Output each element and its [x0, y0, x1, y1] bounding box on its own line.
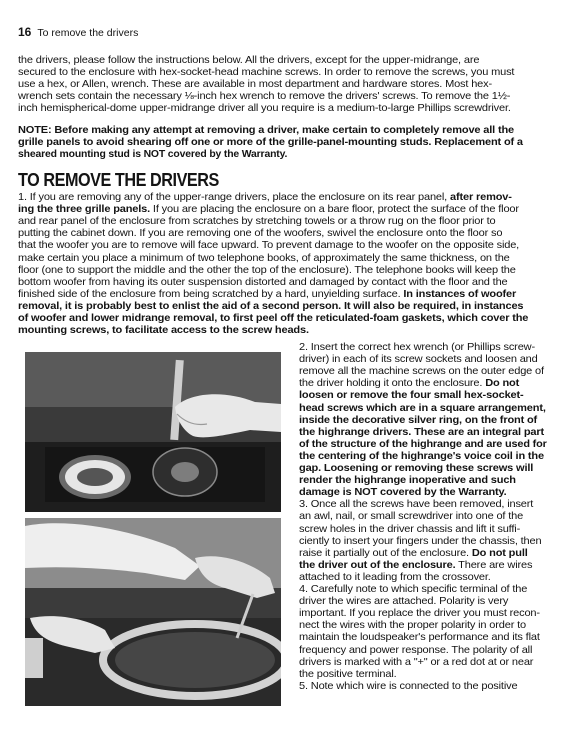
text: ciently to insert your fingers under the chassis, then	[299, 535, 542, 547]
text: floor (one to support the middle and the other the top of the enclosure). The telephone books will keep the	[18, 264, 516, 276]
text-line	[299, 390, 524, 401]
text: driver) in each of its screw sockets and loosen and	[299, 354, 538, 366]
text: 3. Once all the screws have been removed, insert	[299, 499, 534, 511]
text-line	[299, 499, 533, 510]
bold-text: Do not	[485, 378, 520, 390]
bold-text: damage is NOT covered by the Warranty.	[299, 487, 507, 499]
photo-hex-wrench-on-driver	[25, 352, 281, 512]
text-line	[18, 204, 519, 215]
text: bottom woofer from having its outer suspension distorted and damaged by contact with the floor and the	[18, 276, 508, 288]
text-line	[299, 511, 523, 522]
text-line: inch hemispherical-dome upper-midrange driver all you require is a medium-to-large Phillips screwdriver.	[18, 103, 511, 114]
text-line	[299, 524, 520, 535]
text: maintain the loudspeaker's performance and its flat	[299, 632, 540, 644]
bold-text: gap. Loosening or removing these screws will	[299, 463, 534, 474]
text: and rear panel of the enclosure from scratches by stretching towels or a throw rug on the floor prior to	[18, 216, 496, 228]
text-line	[18, 192, 512, 203]
text: driver the wires are attached. Polarity is very	[299, 596, 509, 608]
text-line	[299, 572, 491, 583]
text-line	[299, 560, 532, 571]
text: important. If you replace the driver you must recon-	[299, 608, 540, 620]
text-line	[299, 487, 507, 498]
text-line	[299, 475, 516, 486]
text-line	[18, 265, 516, 276]
text: that the woofer you are to remove will face upward. To prevent damage to the woofer on the opposite side,	[18, 240, 520, 252]
bold-text: of woofer and lower midrange removal, to first peel off the reticulated-foam gaskets, which cover the	[18, 313, 529, 324]
text-line	[299, 439, 547, 450]
text-line	[299, 427, 544, 438]
bold-text: of the structure of the highrange and are used for	[299, 438, 547, 450]
text-line	[18, 228, 502, 239]
text-line	[299, 403, 546, 414]
text: finished side of the enclosure from being scratched by a hard, unyielding surface.	[18, 288, 404, 300]
photo-hex-wrench-illustration	[25, 352, 281, 512]
text: remove all the machine screws on the outer edge of	[299, 366, 544, 378]
bold-text: inside the decorative silver ring, on the front of	[299, 414, 538, 426]
text-line: sheared mounting stud is NOT covered by the Warranty.	[18, 149, 288, 160]
text-line: use a hex, or Allen, wrench. These are available in most department and hardware stores. Most hex-	[18, 79, 492, 90]
text-line	[299, 354, 538, 365]
text-line: wrench sets contain the necessary ⅛-inch hex wrench to remove the drivers' screws. To remove the 1½-	[18, 91, 511, 102]
text-line	[18, 301, 523, 312]
text: attached to it leading from the crossover.	[299, 571, 491, 583]
text-line	[299, 632, 540, 643]
text: an awl, nail, or small screwdriver into one of the	[299, 511, 524, 523]
text: 4. Carefully note to which specific terminal of the	[299, 584, 528, 595]
bold-text: after remov-	[449, 192, 512, 203]
text: 5. Note which wire is connected to the positive	[299, 680, 518, 692]
text: the positive terminal.	[299, 668, 397, 680]
running-header	[18, 25, 138, 39]
bold-text: removal, it is probably best to enlist the aid of a second person. It will also be required, in instances	[18, 300, 524, 312]
text-line: NOTE: Before making any attempt at removing a driver, make certain to completely remove all the	[18, 125, 514, 136]
text: 1. If you are removing any of the upper-range drivers, place the enclosure on its rear panel,	[18, 192, 450, 203]
text: drivers is marked with a "+" or a red dot at or near	[299, 656, 534, 668]
text: There are wires	[455, 559, 533, 571]
bold-text: ing the three grille panels.	[18, 204, 151, 216]
text: the driver holding it onto the enclosure.	[299, 378, 486, 390]
text-line	[18, 253, 510, 264]
running-title: To remove the drivers	[37, 27, 139, 39]
text-line	[18, 277, 508, 288]
text-line	[299, 342, 535, 353]
photo-lifting-driver	[25, 518, 281, 706]
bold-text: render the highrange inoperative and such	[299, 475, 516, 487]
bold-text: loosen or remove the four small hex-socket-	[299, 390, 524, 402]
text: raise it partially out of the enclosure.	[299, 547, 472, 559]
text-line	[299, 548, 528, 559]
text-line	[299, 596, 508, 607]
text-line: secured to the enclosure with hex-socket-head machine screws. In order to remove the screws, you must	[18, 67, 515, 78]
text-line	[299, 536, 541, 547]
bold-text: Do not pull	[471, 547, 528, 559]
photo-lifting-driver-illustration	[25, 518, 281, 706]
text-line	[299, 366, 544, 377]
text-line	[18, 216, 496, 227]
text-line	[299, 669, 397, 680]
page-number: 16	[18, 25, 32, 39]
section-title: TO REMOVE THE DRIVERS	[18, 170, 219, 190]
text: putting the cabinet down. If you are removing one of the woofers, swivel the enclosure onto the floor so	[18, 228, 503, 240]
text: frequency and power response. The polarity of all	[299, 644, 533, 656]
text-line	[299, 645, 532, 656]
text: 2. Insert the correct hex wrench (or Phillips screw-	[299, 342, 535, 353]
bold-text: mounting screws, to facilitate access to the screw heads.	[18, 325, 309, 337]
bold-text: the driver out of the enclosure.	[299, 559, 456, 571]
bold-text: In instances of woofer	[403, 288, 517, 300]
bold-text: the highrange drivers. These are an integral part	[299, 426, 545, 438]
text-line	[18, 240, 519, 251]
text-line	[299, 681, 517, 692]
bold-text: head screws which are in a square arrangement,	[299, 402, 546, 414]
text-line	[299, 608, 540, 619]
text-line	[18, 313, 528, 324]
text-line	[299, 415, 537, 426]
text-line	[299, 620, 526, 631]
text: make certain you place a minimum of two telephone books, of approximately the same thickness, on the	[18, 252, 510, 264]
text-line: the drivers, please follow the instructions below. All the drivers, except for the upper-midrange, are	[18, 55, 480, 66]
text-line	[299, 657, 533, 668]
text-line	[299, 378, 519, 389]
text-line	[18, 325, 309, 336]
text: nect the wires with the proper polarity in order to	[299, 620, 526, 632]
text-line	[299, 463, 533, 474]
text-line	[18, 289, 516, 300]
text: screw holes in the driver chassis and lift it suffi-	[299, 523, 521, 535]
text-line: grille panels to avoid shearing off one or more of the grille-panel-mounting studs. Replacement of a	[18, 137, 523, 148]
text: If you are placing the enclosure on a bare floor, protect the surface of the floor	[150, 204, 519, 216]
bold-text: the centering of the highrange's voice coil in the	[299, 450, 544, 462]
text-line	[299, 451, 544, 462]
text-line	[299, 584, 527, 595]
